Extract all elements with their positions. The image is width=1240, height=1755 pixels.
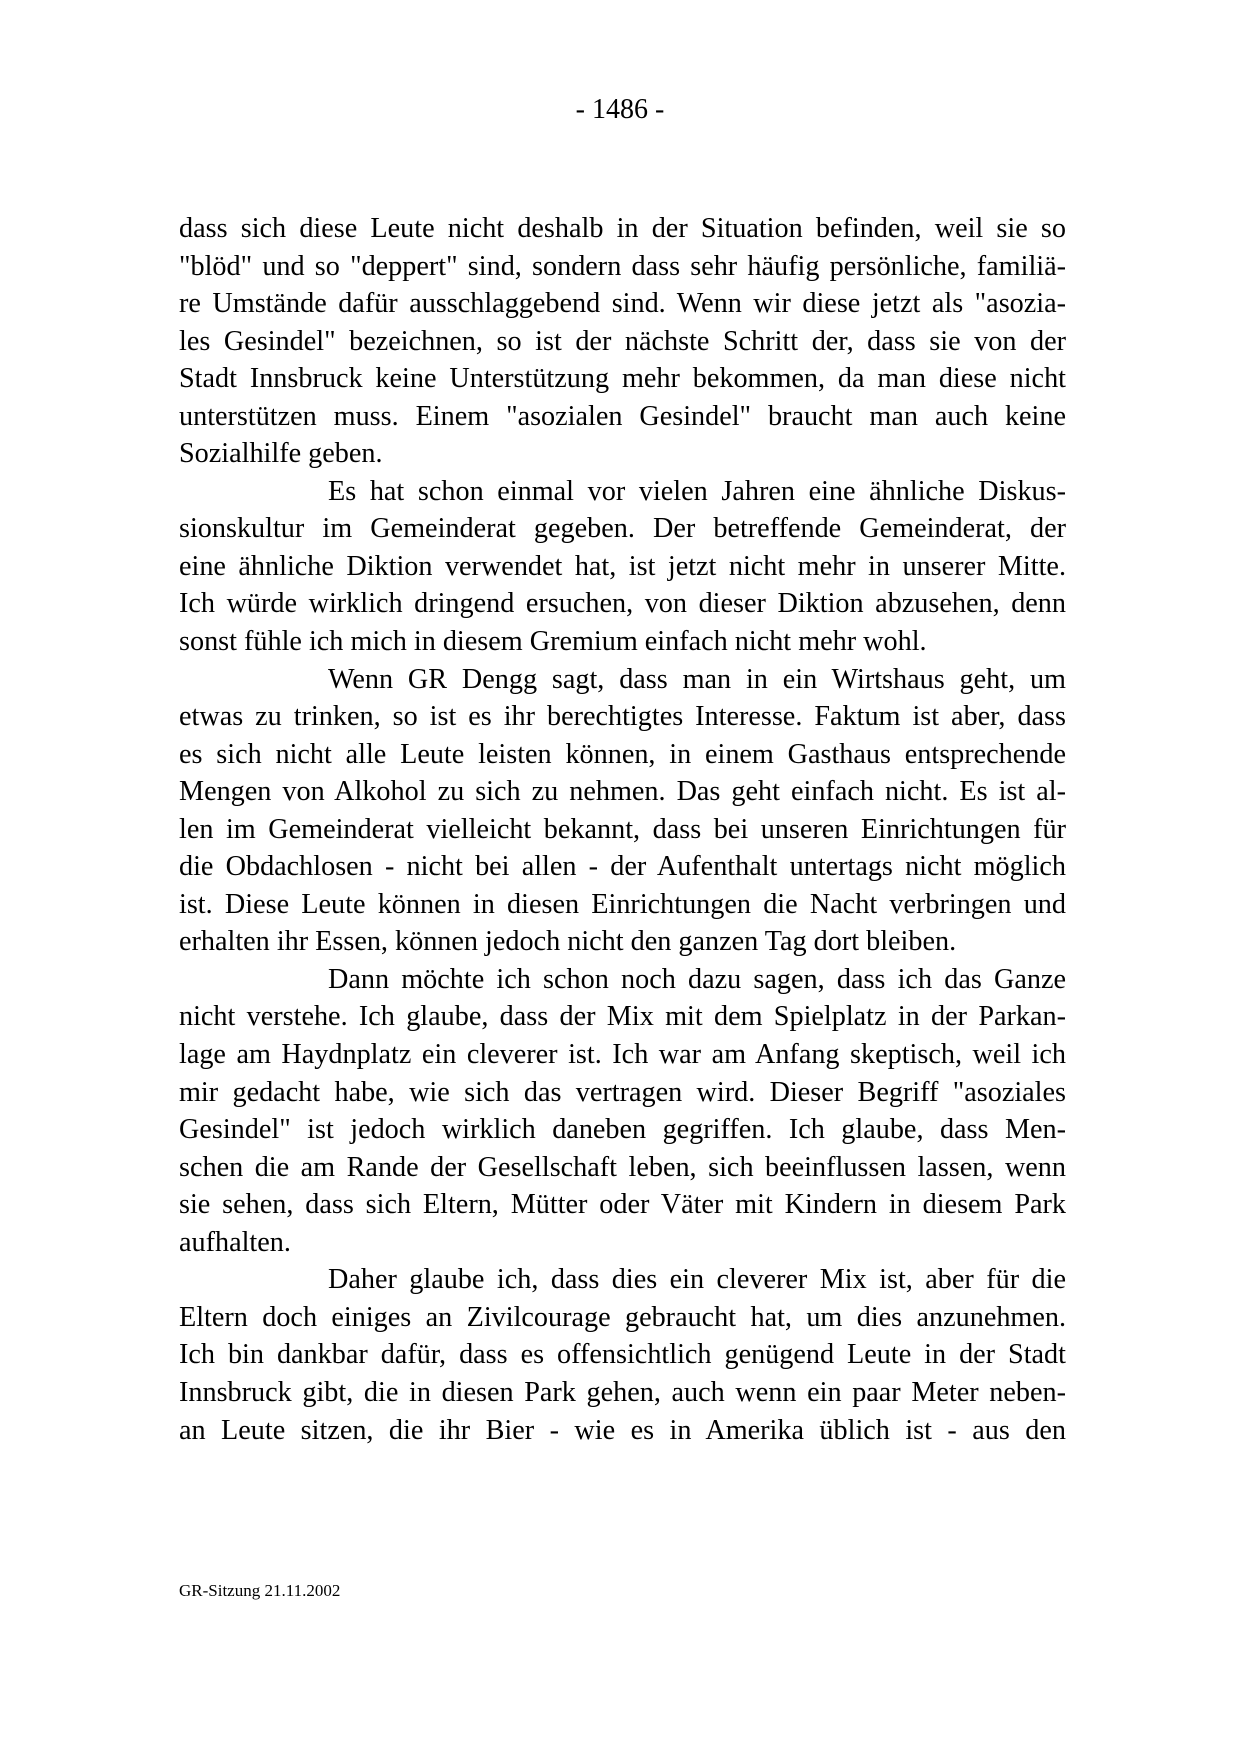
text-line: len im Gemeinderat vielleicht bekannt, dass bei unseren Einrichtungen für (179, 813, 1066, 845)
text-line: Gesindel" ist jedoch wirklich daneben gegriffen. Ich glaube, dass Men- (179, 1114, 1066, 1146)
page-footer: GR-Sitzung 21.11.2002 (179, 1581, 341, 1600)
paragraph-1 (179, 210, 1066, 473)
text-line: mir gedacht habe, wie sich das vertragen wird. Dieser Begriff "asoziales (179, 1076, 1066, 1108)
text-line: sonst fühle ich mich in diesem Gremium einfach nicht mehr wohl. (179, 626, 927, 658)
text-line: lage am Haydnplatz ein cleverer ist. Ich war am Anfang skeptisch, weil ich (179, 1039, 1066, 1071)
text-line: die Obdachlosen - nicht bei allen - der Aufenthalt untertags nicht möglich (179, 851, 1066, 883)
text-line: nicht verstehe. Ich glaube, dass der Mix mit dem Spielplatz in der Parkan- (179, 1001, 1066, 1033)
text-line: Sozialhilfe geben. (179, 438, 383, 470)
text-line: Mengen von Alkohol zu sich zu nehmen. Das geht einfach nicht. Es ist al- (179, 776, 1066, 808)
text-line: Innsbruck gibt, die in diesen Park gehen, auch wenn ein paar Meter neben- (179, 1376, 1066, 1408)
text-line: sionskultur im Gemeinderat gegeben. Der betreffende Gemeinderat, der (179, 513, 1066, 545)
text-line: Daher glaube ich, dass dies ein cleverer Mix ist, aber für die (328, 1264, 1066, 1296)
text-line: sie sehen, dass sich Eltern, Mütter oder Väter mit Kindern in diesem Park (179, 1189, 1066, 1221)
text-line: Dann möchte ich schon noch dazu sagen, dass ich das Ganze (328, 963, 1066, 995)
text-line: Stadt Innsbruck keine Unterstützung mehr bekommen, da man diese nicht (179, 363, 1066, 395)
text-line: les Gesindel" bezeichnen, so ist der nächste Schritt der, dass sie von der (179, 325, 1066, 357)
text-line: Es hat schon einmal vor vielen Jahren eine ähnliche Diskus- (328, 475, 1066, 507)
text-line: erhalten ihr Essen, können jedoch nicht den ganzen Tag dort bleiben. (179, 926, 957, 958)
text-line: an Leute sitzen, die ihr Bier - wie es in Amerika üblich ist - aus den (179, 1414, 1066, 1446)
text-line: aufhalten. (179, 1226, 291, 1258)
text-line: Wenn GR Dengg sagt, dass man in ein Wirtshaus geht, um (328, 663, 1066, 695)
document-body (179, 210, 1066, 1449)
text-line: etwas zu trinken, so ist es ihr berechtigtes Interesse. Faktum ist aber, dass (179, 701, 1066, 733)
text-line: dass sich diese Leute nicht deshalb in der Situation befinden, weil sie so (179, 213, 1066, 244)
paragraph-3 (179, 661, 1066, 961)
text-line: es sich nicht alle Leute leisten können, in einem Gasthaus entsprechende (179, 738, 1066, 770)
text-line: Ich würde wirklich dringend ersuchen, von dieser Diktion abzusehen, denn (179, 588, 1066, 620)
paragraph-5 (179, 1261, 1066, 1449)
text-line: schen die am Rande der Gesellschaft leben, sich beeinflussen lassen, wenn (179, 1151, 1066, 1183)
text-line: re Umstände dafür ausschlaggebend sind. Wenn wir diese jetzt als "asozia- (179, 288, 1066, 320)
paragraph-4 (179, 961, 1066, 1261)
text-line: Eltern doch einiges an Zivilcourage gebraucht hat, um dies anzunehmen. (179, 1301, 1066, 1333)
text-line: Ich bin dankbar dafür, dass es offensichtlich genügend Leute in der Stadt (179, 1339, 1066, 1371)
paragraph-2 (179, 473, 1066, 661)
page-number: - 1486 - (575, 94, 665, 125)
text-line: ist. Diese Leute können in diesen Einrichtungen die Nacht verbringen und (179, 888, 1066, 920)
text-line: unterstützen muss. Einem "asozialen Gesindel" braucht man auch keine (179, 400, 1066, 432)
text-line: eine ähnliche Diktion verwendet hat, ist jetzt nicht mehr in unserer Mitte. (179, 550, 1066, 582)
text-line: "blöd" und so "deppert" sind, sondern dass sehr häufig persönliche, familiä- (179, 250, 1066, 282)
